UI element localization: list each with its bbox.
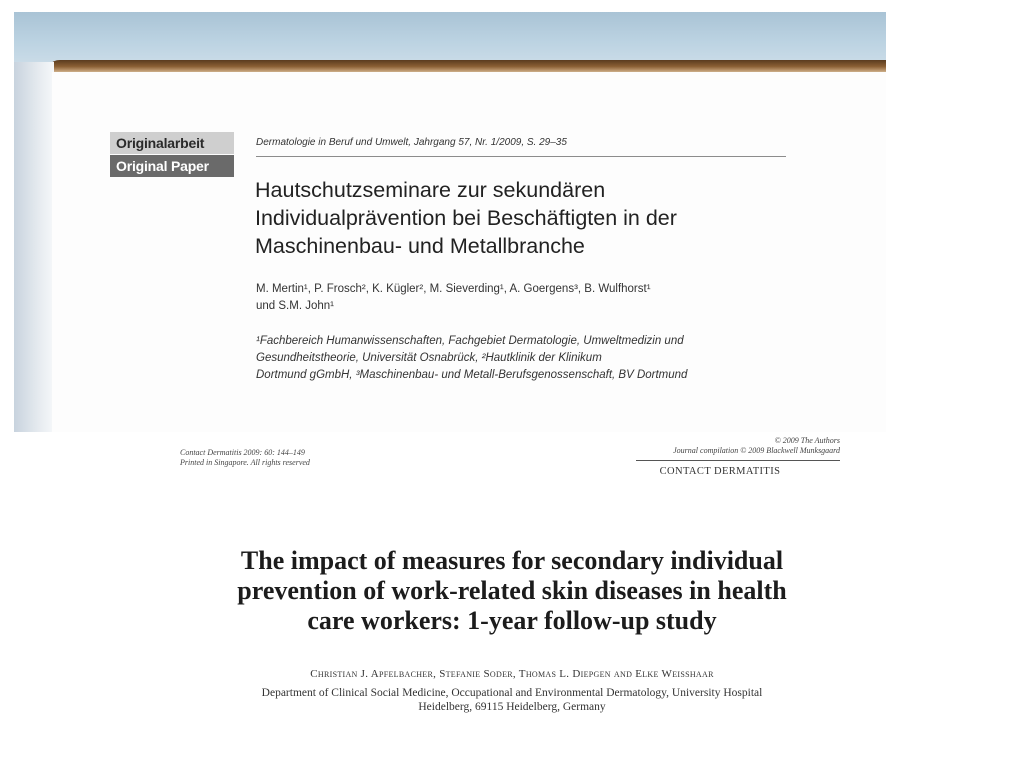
book-spine (14, 62, 54, 432)
article-title-german (255, 176, 815, 260)
compilation-line: Journal compilation © 2009 Blackwell Munksgaard (673, 446, 840, 455)
affiliations-german (256, 333, 816, 384)
journal-name: CONTACT DERMATITIS (659, 466, 781, 477)
author-list-english: Christian J. Apfelbacher, Stefanie Soder, Thomas L. Diepgen and Elke Weisshaar (310, 668, 714, 680)
affiliation-line: Heidelberg, 69115 Heidelberg, Germany (418, 701, 606, 713)
title-line: Individualprävention bei Beschäftigten in der (255, 206, 677, 230)
affiliation-english (140, 686, 884, 714)
journal-citation: Dermatologie in Beruf und Umwelt, Jahrgang 57, Nr. 1/2009, S. 29–35 (256, 137, 567, 148)
scan-background (14, 12, 886, 62)
title-line: Hautschutzseminare zur sekundären (255, 178, 606, 202)
article-type-badge-english: Original Paper (110, 155, 234, 177)
journal-rule (636, 460, 840, 461)
header-rule (256, 156, 786, 157)
copyright-meta (600, 436, 840, 456)
copyright-line: © 2009 The Authors (774, 436, 840, 445)
affiliation-line: ¹Fachbereich Humanwissenschaften, Fachgebiet Dermatologie, Umweltmedizin und (256, 335, 684, 347)
author-line: M. Mertin¹, P. Frosch², K. Kügler², M. Sieverding¹, A. Goergens³, B. Wulfhorst¹ (256, 283, 651, 295)
author-line: und S.M. John¹ (256, 300, 334, 312)
affiliation-line: Dortmund gGmbH, ³Maschinenbau- und Metall-Berufsgenossenschaft, BV Dortmund (256, 369, 688, 381)
affiliation-line: Department of Clinical Social Medicine, Occupational and Environmental Dermatology, University Hospital (261, 687, 763, 699)
citation-line: Contact Dermatitis 2009: 60: 144–149 (180, 448, 305, 457)
rights-line: Printed in Singapore. All rights reserved (180, 458, 310, 467)
affiliation-line: Gesundheitstheorie, Universität Osnabrück, ²Hautklinik der Klinikum (256, 352, 602, 364)
title-line: Maschinenbau- und Metallbranche (255, 234, 585, 258)
article-type-badge-german: Originalarbeit (110, 132, 234, 154)
title-line: The impact of measures for secondary individual (240, 546, 784, 575)
article-english (0, 432, 1024, 768)
citation-meta (180, 448, 310, 468)
article-title-english (140, 546, 884, 636)
title-line: care workers: 1-year follow-up study (307, 606, 717, 635)
title-line: prevention of work-related skin diseases in health (237, 576, 787, 605)
author-list-german (256, 281, 796, 315)
